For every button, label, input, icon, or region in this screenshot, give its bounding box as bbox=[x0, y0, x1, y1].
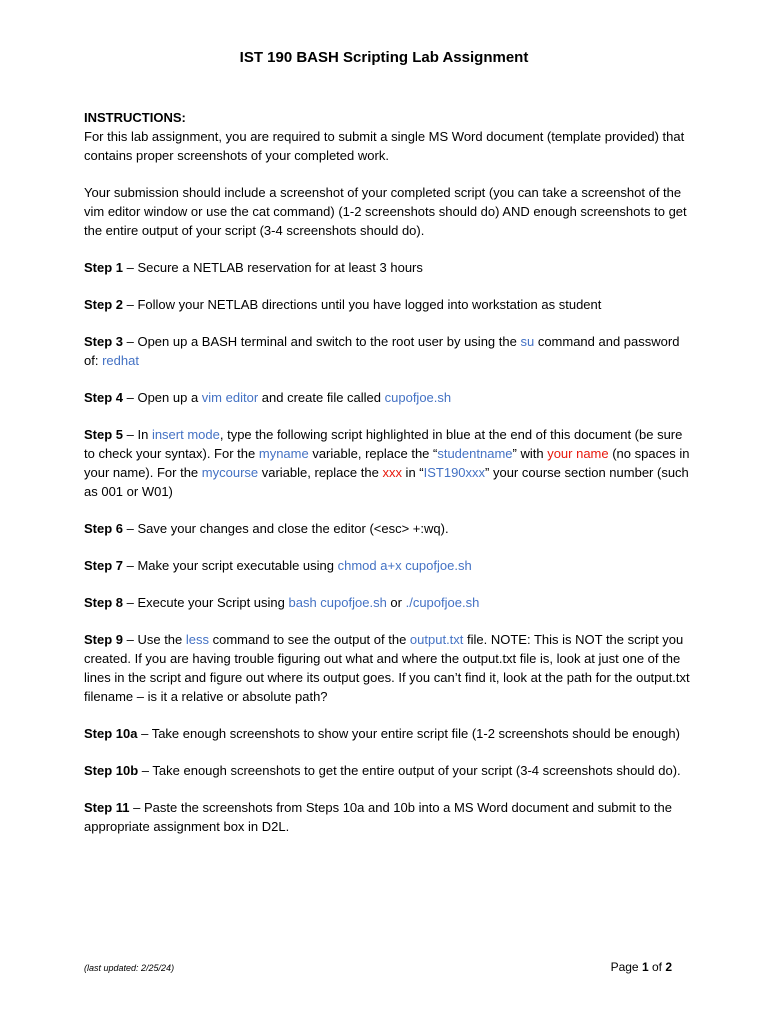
step-highlight: output.txt bbox=[409, 632, 464, 647]
step-label: Step 5 bbox=[84, 427, 124, 442]
step-text: ” with bbox=[512, 446, 548, 461]
page-total: 2 bbox=[665, 960, 672, 974]
step-highlight: su bbox=[520, 334, 535, 349]
step-text: (no spaces in your name). For the bbox=[84, 446, 690, 480]
step-paragraph bbox=[84, 630, 690, 706]
step-paragraph bbox=[84, 556, 690, 575]
step-paragraph bbox=[84, 332, 690, 370]
step-highlight: cupofjoe.sh bbox=[384, 390, 452, 405]
step-text: – Paste the screenshots from Steps 10a and 10b into a MS Word document and submit to the appropriate assignment box in D2L. bbox=[84, 800, 672, 834]
step-highlight: studentname bbox=[437, 446, 513, 461]
step-highlight: xxx bbox=[382, 465, 402, 480]
step-text: – Take enough screenshots to get the entire output of your script (3-4 screenshots should do). bbox=[138, 763, 681, 778]
step-paragraph bbox=[84, 593, 690, 612]
step-highlight: ./cupofjoe.sh bbox=[405, 595, 480, 610]
step-highlight: bash cupofjoe.sh bbox=[288, 595, 387, 610]
step-highlight: your name bbox=[547, 446, 609, 461]
step-highlight: chmod a+x cupofjoe.sh bbox=[337, 558, 472, 573]
step-highlight: insert mode bbox=[151, 427, 220, 442]
step-label: Step 9 bbox=[84, 632, 124, 647]
step-text: ” your course section number (such as 001 or W01) bbox=[84, 465, 689, 499]
step-text: command to see the output of the bbox=[209, 632, 410, 647]
step-text: – In bbox=[123, 427, 152, 442]
step-text: – Open up a bbox=[123, 390, 202, 405]
instructions-heading-para bbox=[84, 108, 690, 127]
step-text: variable, replace the “ bbox=[308, 446, 438, 461]
step-label: Step 3 bbox=[84, 334, 124, 349]
page-current: 1 bbox=[641, 960, 649, 974]
step-label: Step 7 bbox=[84, 558, 124, 573]
step-highlight: IST190xxx bbox=[423, 465, 486, 480]
step-text: variable, replace the bbox=[258, 465, 383, 480]
step-label: Step 1 bbox=[84, 260, 124, 275]
step-label: Step 6 bbox=[84, 521, 124, 536]
instructions-heading: INSTRUCTIONS: bbox=[84, 110, 186, 125]
step-paragraph bbox=[84, 258, 690, 277]
step-text: – Save your changes and close the editor (<esc> +:wq). bbox=[123, 521, 449, 536]
step-text: , type the following script highlighted in blue at the end of this document (be sure to check your syntax). For the bbox=[84, 427, 683, 461]
step-text: – Execute your Script using bbox=[123, 595, 289, 610]
last-updated-note: (last updated: 2/25/24) bbox=[84, 963, 175, 973]
page-mid: of bbox=[648, 960, 666, 974]
intro-paragraph-1: For this lab assignment, you are required to submit a single MS Word document (template provided) that contains proper screenshots of your completed work. bbox=[84, 129, 685, 163]
step-label: Step 8 bbox=[84, 595, 124, 610]
step-highlight: vim editor bbox=[201, 390, 259, 405]
step-highlight: redhat bbox=[102, 353, 139, 368]
step-text: and create file called bbox=[258, 390, 385, 405]
step-paragraph bbox=[84, 761, 690, 780]
step-text: in “ bbox=[401, 465, 424, 480]
step-paragraph bbox=[84, 724, 690, 743]
page-prefix: Page bbox=[610, 960, 642, 974]
intro-paragraph-2: Your submission should include a screenshot of your completed script (you can take a screenshot of the vim editor window or use the cat command) (1-2 screenshots should do) AND enough screenshots to get the entire output of your script (3-4 screenshots should do). bbox=[84, 185, 687, 238]
step-text: – Secure a NETLAB reservation for at least 3 hours bbox=[123, 260, 423, 275]
document-title: IST 190 BASH Scripting Lab Assignment bbox=[239, 49, 529, 66]
step-text: – Make your script executable using bbox=[123, 558, 338, 573]
page-number bbox=[611, 959, 672, 975]
step-text: – Follow your NETLAB directions until you have logged into workstation as student bbox=[123, 297, 602, 312]
steps-list bbox=[84, 258, 690, 836]
step-label: Step 10a bbox=[84, 726, 138, 741]
step-label: Step 11 bbox=[84, 800, 130, 815]
step-text: command and password of: bbox=[84, 334, 680, 368]
step-paragraph bbox=[84, 798, 690, 836]
step-paragraph bbox=[84, 519, 690, 538]
step-highlight: myname bbox=[258, 446, 309, 461]
step-label: Step 2 bbox=[84, 297, 124, 312]
step-paragraph bbox=[84, 425, 690, 501]
step-text: file. NOTE: This is NOT the script you created. If you are having trouble figuring out what and where the output.txt file is, look at just one of the lines in the script and figure out where its output goes. If you can’t find it, look at the path for the output.txt filename – is it a relative or absolute path? bbox=[84, 632, 690, 704]
step-text: or bbox=[386, 595, 406, 610]
step-label: Step 10b bbox=[84, 763, 139, 778]
step-paragraph bbox=[84, 388, 690, 407]
step-text: – Open up a BASH terminal and switch to the root user by using the bbox=[123, 334, 521, 349]
step-label: Step 4 bbox=[84, 390, 124, 405]
step-highlight: less bbox=[185, 632, 210, 647]
step-highlight: mycourse bbox=[201, 465, 259, 480]
document-body bbox=[84, 108, 690, 854]
step-paragraph bbox=[84, 295, 690, 314]
step-text: – Take enough screenshots to show your entire script file (1-2 screenshots should be enough) bbox=[137, 726, 680, 741]
step-text: – Use the bbox=[123, 632, 186, 647]
